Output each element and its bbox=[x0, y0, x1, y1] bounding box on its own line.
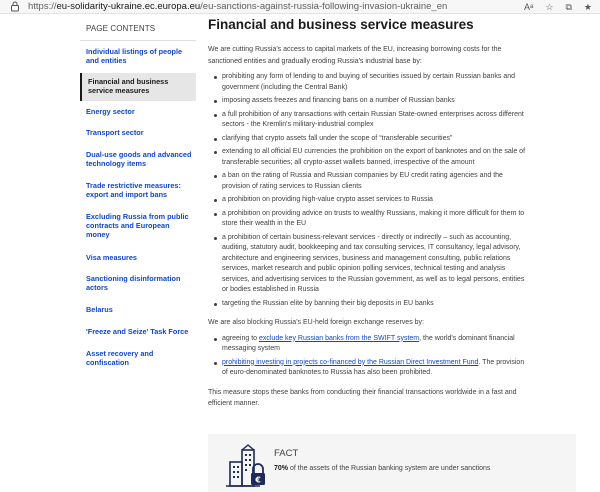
sidebar-item-energy[interactable]: Energy sector bbox=[86, 107, 135, 116]
main-content bbox=[208, 14, 530, 410]
reserves-intro: We are also blocking Russia's EU-held foreign exchange reserves by: bbox=[208, 319, 424, 326]
sidebar-item-belarus[interactable]: Belarus bbox=[86, 305, 113, 314]
swift-exclusion-link[interactable]: exclude key Russian banks from the SWIFT system bbox=[258, 334, 420, 342]
list-item: a prohibition of certain business-relevant services - directly or indirectly – such as accounting, auditing, statutory audit, bookkeeping and tax consulting services, IT consultancy, legal advisory, architecture and engineering services, business and management consulting, public relations services, market research and public opinion polling services, technical testing and analysis services, and advertising services to the Russian government, as well as to legal persons, entities or bodies established in Russia bbox=[208, 233, 530, 296]
page-contents-list bbox=[80, 40, 196, 376]
rdif-prohibition-link[interactable]: prohibiting investing in projects co-financed by the Russian Direct Investment Fund bbox=[222, 358, 479, 366]
intro-paragraph: We are cutting Russia's access to capital markets of the EU, increasing borrowing costs for the sanctioned entities and gradually eroding Russia's industrial base by: bbox=[208, 46, 502, 65]
swift-post-text: , the world's dominant financial messaging system bbox=[222, 334, 515, 352]
fact-value: 70% bbox=[274, 465, 289, 472]
sidebar-item-dual-use[interactable]: Dual-use goods and advanced technology items bbox=[86, 150, 192, 168]
sidebar-item-freeze-seize[interactable]: 'Freeze and Seize' Task Force bbox=[86, 327, 189, 336]
sidebar-item-public-contracts[interactable]: Excluding Russia from public contracts and European money bbox=[86, 212, 189, 239]
split-screen-icon[interactable]: ⧉ bbox=[565, 2, 572, 12]
svg-text:€: € bbox=[255, 475, 261, 485]
favorites-icon[interactable]: ★ bbox=[583, 2, 592, 12]
sidebar-item-transport[interactable]: Transport sector bbox=[86, 128, 144, 137]
fact-box bbox=[208, 434, 576, 492]
url-scheme: https:// bbox=[28, 1, 57, 12]
measures-list bbox=[208, 72, 530, 309]
list-item: a prohibition on providing high-value crypto asset services to Russia bbox=[208, 195, 530, 206]
sidebar-item-individual-listings[interactable]: Individual listings of people and entities bbox=[86, 47, 183, 65]
list-item: imposing assets freezes and financing bans on a number of Russian banks bbox=[208, 96, 530, 107]
read-aloud-icon[interactable]: Aᵃ bbox=[524, 2, 534, 12]
url-host: eu-solidarity-ukraine.ec.europa.eu bbox=[56, 1, 201, 12]
rdif-post-text: . The provision of euro-denominated banknotes to Russia has also been prohibited. bbox=[222, 358, 525, 376]
fact-statement bbox=[274, 465, 490, 472]
browser-toolbar bbox=[0, 0, 600, 14]
page-contents-title: PAGE CONTENTS bbox=[86, 24, 156, 33]
list-item: clarifying that crypto assets fall under the scope of “transferable securities” bbox=[208, 134, 530, 145]
closing-paragraph: This measure stops these banks from conducting their financial transactions worldwide in a fast and efficient manner. bbox=[208, 388, 517, 407]
url-path: /eu-sanctions-against-russia-following-invasion-ukraine_en bbox=[200, 1, 448, 12]
list-item bbox=[208, 334, 530, 355]
list-item: a prohibition on providing advice on trusts to wealthy Russians, making it more difficult for them to store their wealth in the EU bbox=[208, 209, 530, 230]
address-bar[interactable] bbox=[28, 0, 447, 14]
favorite-icon[interactable]: ☆ bbox=[545, 2, 554, 12]
sidebar-item-visa[interactable]: Visa measures bbox=[86, 253, 137, 262]
fact-text: of the assets of the Russian banking system are under sanctions bbox=[288, 465, 491, 472]
list-item: prohibiting any form of lending to and buying of securities issued by certain Russian banks and government (including the Central Bank) bbox=[208, 72, 530, 93]
sidebar-item-asset-recovery[interactable]: Asset recovery and confiscation bbox=[86, 349, 154, 367]
sidebar-item-financial-measures[interactable]: Financial and business service measures bbox=[80, 73, 196, 101]
sidebar-item-trade-restrictive[interactable]: Trade restrictive measures: export and import bans bbox=[86, 181, 181, 199]
list-item: extending to all official EU currencies the prohibition on the export of banknotes and on the sale of transferable securities; all crypto-asset wallets banned, irrespective of the amount bbox=[208, 147, 530, 168]
list-item: targeting the Russian elite by banning their big deposits in EU banks bbox=[208, 299, 530, 310]
lock-icon[interactable] bbox=[10, 1, 20, 12]
reserves-list bbox=[208, 334, 530, 379]
section-heading: Financial and business service measures bbox=[208, 17, 474, 32]
list-item bbox=[208, 358, 530, 379]
sidebar-item-disinformation[interactable]: Sanctioning disinformation actors bbox=[86, 274, 181, 292]
swift-pre-text: agreeing to bbox=[222, 334, 259, 342]
banks-sanctions-icon bbox=[226, 444, 268, 488]
page-contents-nav bbox=[80, 14, 196, 376]
fact-label: FACT bbox=[274, 448, 299, 459]
list-item: a full prohibition of any transactions with certain Russian State-owned enterprises across different sectors - the Kremlin's military-industrial complex bbox=[208, 110, 530, 131]
list-item: a ban on the rating of Russia and Russian companies by EU credit rating agencies and the provision of rating services to Russian clients bbox=[208, 171, 530, 192]
